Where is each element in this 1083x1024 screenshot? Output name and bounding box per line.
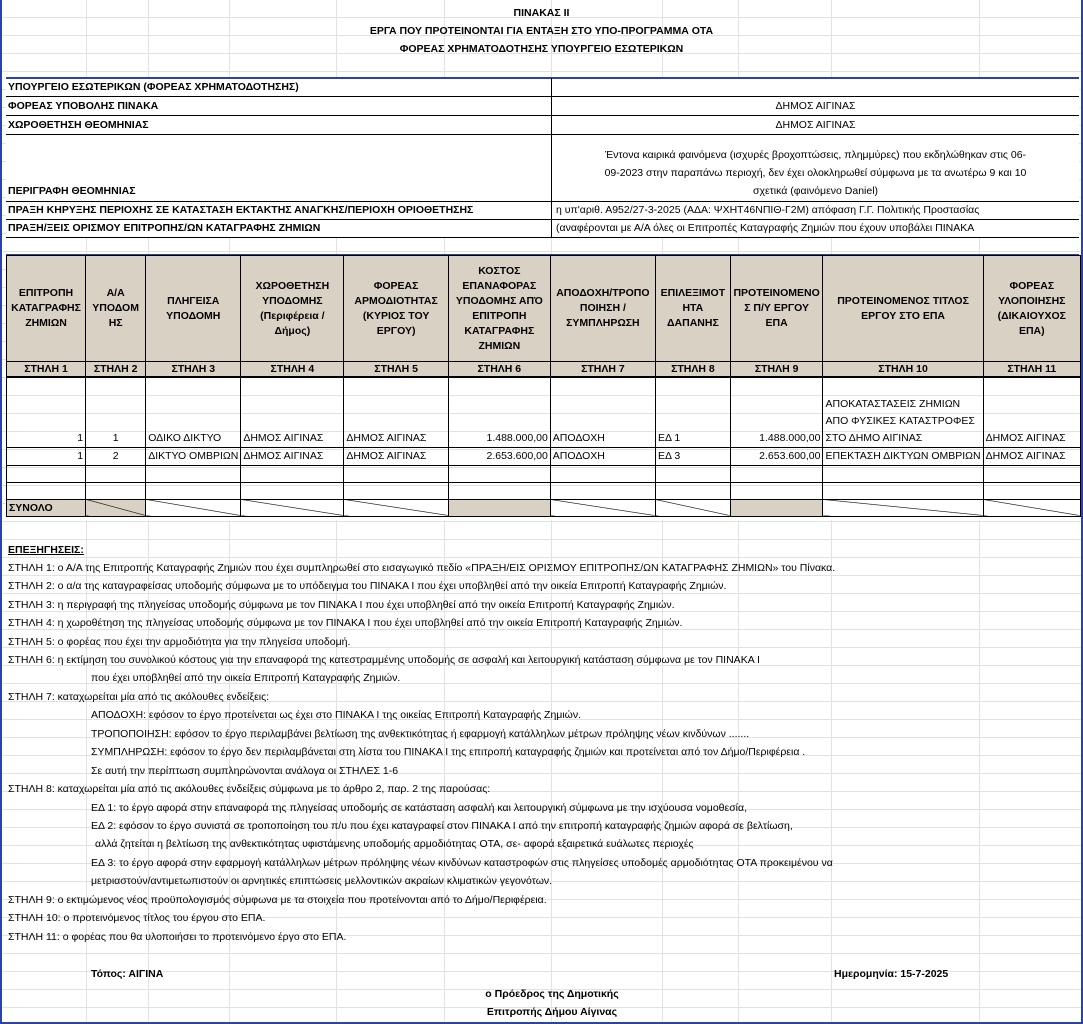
table-row [7, 377, 1081, 447]
cell-eligibility: ΕΔ 3 [655, 447, 730, 465]
total-row [7, 499, 1081, 516]
note-line: ΣΤΗΛΗ 1: ο Α/Α της Επιτροπής Καταγραφής Ζημιών που έχει συμπληρωθεί στο εισαγωγικό πεδίο «ΠΡΑΞΗ/ΕΙΣ ΟΡΙΣΜΟΥ ΕΠΙΤΡΟΠΗΣ/ΩΝ ΚΑΤΑΓΡΑΦΗΣ ΖΗΜΙΩΝ» του Πίνακα. [8, 562, 836, 574]
ministry-label: ΥΠΟΥΡΓΕΙΟ ΕΣΩΤΕΡΙΚΩΝ (ΦΟΡΕΑΣ ΧΡΗΜΑΤΟΔΟΤΗΣΗΣ) [8, 81, 299, 93]
column-label: ΣΤΗΛΗ 10 [823, 362, 983, 378]
header-acceptance: ΑΠΟΔΟΧΗ/ΤΡΟΠΟ ΠΟΙΗΣΗ / ΣΥΜΠΛΗΡΩΣΗ [550, 256, 655, 362]
cell-cost: 1.488.000,00 [448, 377, 550, 447]
place-label: Τόπος: ΑΙΓΙΝΑ [91, 968, 164, 980]
cell-budget: 1.488.000,00 [730, 377, 823, 447]
cell-beneficiary: ΔΗΜΟΣ ΑΙΓΙΝΑΣ [983, 377, 1080, 447]
description-line-3: σχετικά (φαινόμενο Daniel) [752, 185, 879, 197]
header-cost: ΚΟΣΤΟΣ ΕΠΑΝΑΦΟΡΑΣ ΥΠΟΔΟΜΗΣ ΑΠΌ ΕΠΙΤΡΟΠΗ ΚΑΤΑΓΡΑΦΗΣ ΖΗΜΙΩΝ [448, 256, 550, 362]
submitter-value: ΔΗΜΟΣ ΑΙΓΙΝΑΣ [775, 100, 856, 112]
header-eligibility: ΕΠΙΛΕΞΙΜΟΤ ΗΤΑ ΔΑΠΑΝΗΣ [655, 256, 730, 362]
note-line: ΣΤΗΛΗ 4: η χωροθέτηση της πληγείσας υποδομής σύμφωνα με τον ΠΙΝΑΚΑ Ι που έχει υποβληθεί από την οικεία Επιτροπή Καταγραφής Ζημιών. [8, 617, 683, 629]
committee-value: (αναφέρονται με Α/Α όλες οι Επιτροπές Καταγραφής Ζημιών που έχουν υποβάλει ΠΙΝΑΚΑ [556, 222, 975, 234]
header-beneficiary: ΦΟΡΕΑΣ ΥΛΟΠΟΙΗΣΗΣ (ΔΙΚΑΙΟΥΧΟΣ ΕΠΑ) [983, 256, 1080, 362]
submitter-label: ΦΟΡΕΑΣ ΥΠΟΒΟΛΗΣ ΠΙΝΑΚΑ [8, 100, 159, 112]
emergency-label: ΠΡΑΞΗ ΚΗΡΥΞΗΣ ΠΕΡΙΟΧΗΣ ΣΕ ΚΑΤΑΣΤΑΣΗ ΕΚΤΑΚΤΗΣ ΑΝΑΓΚΗΣ/ΠΕΡΙΟΧΗ ΟΡΙΟΘΕΤΗΣΗΣ [8, 204, 474, 216]
signer-line-1: ο Πρόεδρος της Δημοτικής [485, 988, 619, 1000]
header-committee: ΕΠΙΤΡΟΠΗ ΚΑΤΑΓΡΑΦΗΣ ΖΗΜΙΩΝ [7, 256, 86, 362]
cell-cost: 2.653.600,00 [448, 447, 550, 465]
note-line: ΤΡΟΠΟΠΟΙΗΣΗ: εφόσον το έργο περιλαμβάνει βελτίωση της ανθεκτικότητας ή εφαρμογή κατάλληλων μέτρων πρόληψης νέων κινδύνων ....... [91, 728, 750, 740]
header-location: ΧΩΡΟΘΕΤΗΣΗ ΥΠΟΔΟΜΗΣ (Περιφέρεια / Δήμος) [241, 256, 344, 362]
column-label: ΣΤΗΛΗ 3 [146, 362, 241, 378]
note-line: αλλά ζητείται η βελτίωση της ανθεκτικότητας υφιστάμενης υποδομής αρμοδιότητας ΟΤΑ, σε- αφορά εξαιρετικά ευάλωτες περιοχές [95, 838, 694, 850]
cell-authority: ΔΗΜΟΣ ΑΙΓΙΝΑΣ [344, 447, 448, 465]
cell-infra: ΔΙΚΤΥΟ ΟΜΒΡΙΩΝ [146, 447, 241, 465]
table-title: ΠΙΝΑΚΑΣ ΙΙ [513, 7, 570, 19]
column-label: ΣΤΗΛΗ 8 [655, 362, 730, 378]
note-line: ΣΤΗΛΗ 11: ο φορέας που θα υλοποιήσει το προτεινόμενο έργο στο ΕΠΑ. [8, 931, 347, 943]
cell-title: ΑΠΟΚΑΤΑΣΤΑΣΕΙΣ ΖΗΜΙΩΝ ΑΠΟ ΦΥΣΙΚΕΣ ΚΑΤΑΣΤΡΟΦΕΣ ΣΤΟ ΔΗΜΟ ΑΙΓΙΝΑΣ [823, 377, 983, 447]
signer-line-2: Επιτροπής Δήμου Αίγινας [486, 1006, 618, 1018]
committee-label: ΠΡΑΞΗ/ΞΕΙΣ ΟΡΙΣΜΟΥ ΕΠΙΤΡΟΠΗΣ/ΩΝ ΚΑΤΑΓΡΑΦΗΣ ΖΗΜΙΩΝ [8, 222, 321, 234]
note-line: ΣΤΗΛΗ 3: η περιγραφή της πληγείσας υποδομής σύμφωνα με τον ΠΙΝΑΚΑ Ι που έχει υποβληθεί από την οικεία Επιτροπή Καταγραφής Ζημιών. [8, 599, 675, 611]
cell-aa: 1 [86, 377, 146, 447]
note-line: ΣΤΗΛΗ 2: ο α/α της καταγραφείσας υποδομής σύμφωνα με το υπόδειγμα του ΠΙΝΑΚΑ Ι που έχει υποβληθεί από την οικεία Επιτροπή Καταγραφής Ζημιών. [8, 580, 727, 592]
column-label: ΣΤΗΛΗ 7 [550, 362, 655, 378]
table-row [7, 447, 1081, 465]
cell-acceptance: ΑΠΟΔΟΧΗ [550, 447, 655, 465]
table-subtitle: ΕΡΓΑ ΠΟΥ ΠΡΟΤΕΙΝΟΝΤΑΙ ΓΙΑ ΕΝΤΑΞΗ ΣΤΟ ΥΠΟ-ΠΡΟΓΡΑΜΜΑ ΟΤΑ [369, 25, 714, 37]
header-title: ΠΡΟΤΕΙΝΟΜΕΝΟΣ ΤΙΤΛΟΣ ΕΡΓΟΥ ΣΤΟ ΕΠΑ [823, 256, 983, 362]
cell-location: ΔΗΜΟΣ ΑΙΓΙΝΑΣ [241, 377, 344, 447]
description-label: ΠΕΡΙΓΡΑΦΗ ΘΕΟΜΗΝΙΑΣ [8, 185, 136, 197]
cell-infra: ΟΔΙΚΟ ΔΙΚΤΥΟ [146, 377, 241, 447]
column-label: ΣΤΗΛΗ 1 [7, 362, 86, 378]
cell-title: ΕΠΕΚΤΑΣΗ ΔΙΚΤΥΩΝ ΟΜΒΡΙΩΝ [823, 447, 983, 465]
note-line: ΣΤΗΛΗ 7: καταχωρείται μία από τις ακόλουθες ενδείξεις: [8, 691, 270, 703]
column-label: ΣΤΗΛΗ 6 [448, 362, 550, 378]
column-label: ΣΤΗΛΗ 11 [983, 362, 1080, 378]
column-number-row [7, 362, 1081, 378]
cell-committee: 1 [7, 447, 86, 465]
note-line: ΣΥΜΠΛΗΡΩΣΗ: εφόσον το έργο δεν περιλαμβάνεται στη λίστα του ΠΙΝΑΚΑ Ι της επιτροπή καταγραφής ζημιών και προτείνεται από τον Δήμο/Περιφέρεια . [91, 746, 806, 758]
note-line: μετριαστούν/αντιμετωπιστούν οι αρνητικές επιπτώσεις μελλοντικών ακραίων κλιματικών γεγονότων. [91, 875, 553, 887]
location-label: ΧΩΡΟΘΕΤΗΣΗ ΘΕΟΜΗΝΙΑΣ [8, 119, 149, 131]
emergency-value: η υπ'αριθ. Α952/27-3-2025 (ΑΔΑ: ΨΧΗΤ46ΝΠΙΘ-Γ2Μ) απόφαση Γ.Γ. Πολιτικής Προστασίας [556, 204, 980, 216]
header-infra: ΠΛΗΓΕΙΣΑ ΥΠΟΔΟΜΗ [146, 256, 241, 362]
note-line: ΣΤΗΛΗ 8: καταχωρείται μία από τις ακόλουθες ενδείξεις σύμφωνα με το άρθρο 2, παρ. 2 της παρούσας: [8, 783, 491, 795]
total-budget-cell [730, 499, 823, 516]
description-line-2: 09-2023 στην παραπάνω περιοχή, δεν έχει ολοκληρωθεί σύμφωνα με τα ανωτέρω 9 και 10 [604, 167, 1027, 179]
description-line-1: Έντονα καιρικά φαινόμενα (ισχυρές βροχοπτώσεις, πλημμύρες) που εκδηλώθηκαν στις 06- [604, 149, 1027, 161]
note-line: ΣΤΗΛΗ 6: η εκτίμηση του συνολικού κόστους για την επαναφορά της κατεστραμμένης υποδομής σε ασφαλή και λειτουργική κατάσταση σύμφωνα με τον ΠΙΝΑΚΑ Ι [8, 654, 760, 666]
note-line: ΕΔ 1: το έργο αφορά στην επαναφορά της πληγείσας υποδομής σε κατάσταση ασφαλή και λειτουργική σύμφωνα με την ισχύουσα νομοθεσία, [91, 802, 748, 814]
note-line: που έχει υποβληθεί από την οικεία Επιτροπή Καταγραφής Ζημιών. [91, 672, 401, 684]
header-budget: ΠΡΟΤΕΙΝΟΜΕΝΟ Σ Π/Υ ΕΡΓΟΥ ΕΠΑ [730, 256, 823, 362]
table-row-empty [7, 465, 1081, 482]
cell-committee: 1 [7, 377, 86, 447]
column-label: ΣΤΗΛΗ 9 [730, 362, 823, 378]
total-cost-cell [448, 499, 550, 516]
cell-beneficiary: ΔΗΜΟΣ ΑΙΓΙΝΑΣ [983, 447, 1080, 465]
header-authority: ΦΟΡΕΑΣ ΑΡΜΟΔΙΟΤΗΤΑΣ (ΚΥΡΙΟΣ ΤΟΥ ΕΡΓΟΥ) [344, 256, 448, 362]
column-label: ΣΤΗΛΗ 5 [344, 362, 448, 378]
note-line: ΣΤΗΛΗ 9: ο εκτιμώμενος νέος προϋπολογισμός σύμφωνα με τα στοιχεία που προτείνονται από το Δήμο/Περιφέρεια. [8, 894, 547, 906]
cell-aa: 2 [86, 447, 146, 465]
notes-heading: ΕΠΕΞΗΓΗΣΕΙΣ: [8, 544, 84, 556]
column-label: ΣΤΗΛΗ 4 [241, 362, 344, 378]
date-label: Ημερομηνία: 15-7-2025 [834, 968, 949, 980]
note-line: ΣΤΗΛΗ 10: ο προτεινόμενος τίτλος του έργου στο ΕΠΑ. [8, 912, 266, 924]
projects-table [6, 255, 1081, 517]
cell-acceptance: ΑΠΟΔΟΧΗ [550, 377, 655, 447]
note-line: ΣΤΗΛΗ 5: ο φορέας που έχει την αρμοδιότητα για την πληγείσα υποδομή. [8, 636, 351, 648]
funding-body-title: ΦΟΡΕΑΣ ΧΡΗΜΑΤΟΔΟΤΗΣΗΣ ΥΠΟΥΡΓΕΙΟ ΕΣΩΤΕΡΙΚΩΝ [399, 43, 684, 55]
cell-location: ΔΗΜΟΣ ΑΙΓΙΝΑΣ [241, 447, 344, 465]
cell-authority: ΔΗΜΟΣ ΑΙΓΙΝΑΣ [344, 377, 448, 447]
note-line: ΕΔ 3: το έργο αφορά στην εφαρμογή κατάλληλων μέτρων πρόληψης νέων κινδύνων καταστροφών στις πληγείσες υποδομές αρμοδιότητας ΟΤΑ προκειμένου να [91, 857, 833, 869]
total-label: ΣΥΝΟΛΟ [7, 499, 86, 516]
cell-eligibility: ΕΔ 1 [655, 377, 730, 447]
note-line: ΕΔ 2: εφόσον το έργο συνιστά σε τροποποίηση του π/υ που έχει καταγραφεί στον ΠΙΝΑΚΑ Ι από την επιτροπή καταγραφής ζημιών αφορά σε βελτίωση, [91, 820, 793, 832]
table-row-empty [7, 482, 1081, 499]
header-aa: Α/Α ΥΠΟΔΟΜ ΗΣ [86, 256, 146, 362]
table-header-row [7, 256, 1081, 362]
column-label: ΣΤΗΛΗ 2 [86, 362, 146, 378]
cell-budget: 2.653.600,00 [730, 447, 823, 465]
note-line: ΑΠΟΔΟΧΗ: εφόσον το έργο προτείνεται ως έχει στο ΠΙΝΑΚΑ Ι της οικείας Επιτροπή Καταγραφής Ζημιών. [91, 709, 582, 721]
note-line: Σε αυτή την περίπτωση συμπληρώνονται ανάλογα οι ΣΤΗΛΕΣ 1-6 [91, 765, 399, 777]
location-value: ΔΗΜΟΣ ΑΙΓΙΝΑΣ [775, 119, 856, 131]
